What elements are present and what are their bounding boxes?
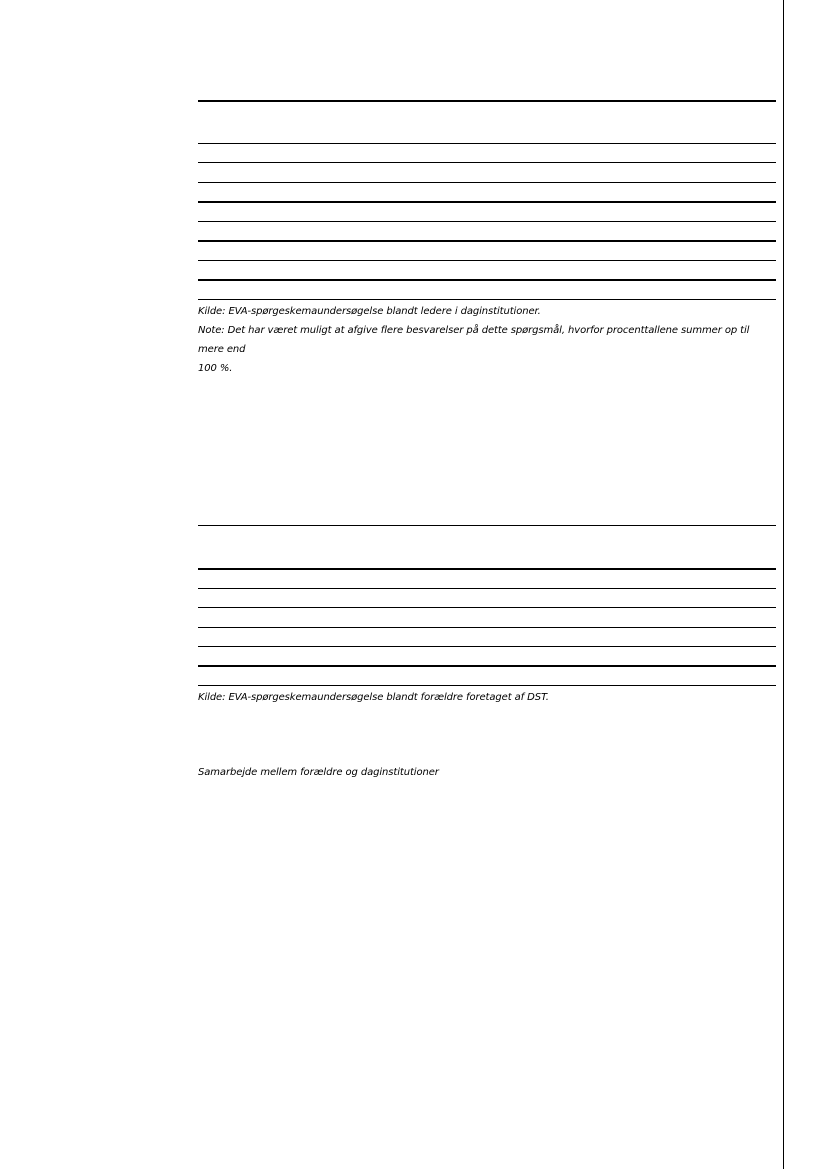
table-1-note-line-1: Note: Det har været muligt at afgive flere besvarelser på dette spørgsmål, hvorfor procenttallene summer op til mere end [198, 325, 750, 355]
table-bottom-rule [198, 685, 776, 686]
table-1-source: Kilde: EVA-spørgeskemaundersøgelse blandt ledere i daginstitutioner. [198, 306, 541, 317]
table-row-rule [198, 143, 776, 144]
table-1-caption [198, 302, 776, 378]
table-2-source: Kilde: EVA-spørgeskemaundersøgelse blandt forældre foretaget af DST. [198, 692, 549, 703]
table-row-rule [198, 588, 776, 589]
table-bottom-rule [198, 299, 776, 300]
page-right-border [783, 0, 784, 1169]
table-row-rule [198, 162, 776, 163]
table-row-rule [198, 607, 776, 608]
table-row-rule [198, 627, 776, 628]
table-row-rule [198, 568, 776, 570]
table-row-rule [198, 646, 776, 647]
table-2-caption [198, 688, 776, 707]
table-row-rule [198, 182, 776, 183]
table-top-rule [198, 525, 776, 526]
table-top-rule [198, 100, 776, 102]
table-row-rule [198, 201, 776, 203]
table-row-rule [198, 240, 776, 242]
running-footer-title: Samarbejde mellem forældre og daginstitutioner [198, 767, 439, 778]
table-row-rule [198, 221, 776, 222]
table-row-rule [198, 260, 776, 261]
table-row-rule [198, 665, 776, 667]
table-1-note-line-2: 100 %. [198, 363, 233, 374]
table-row-rule [198, 279, 776, 281]
